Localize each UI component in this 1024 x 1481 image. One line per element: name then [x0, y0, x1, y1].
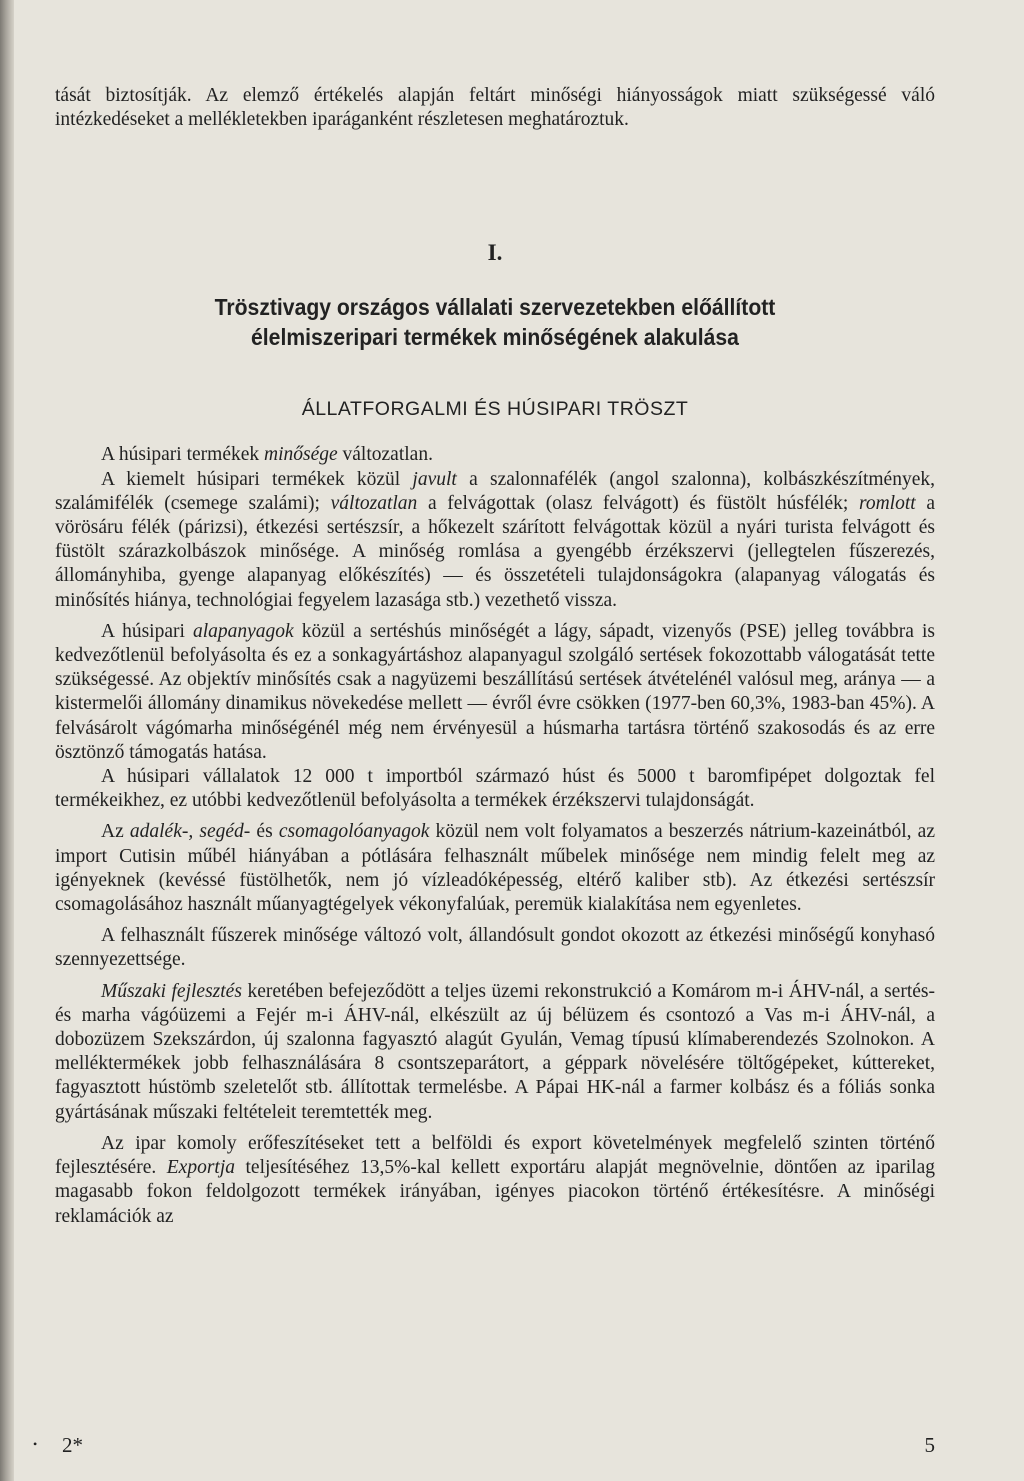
text-run: A húsipari [101, 620, 193, 642]
paragraph-8 [55, 1132, 935, 1229]
signature-mark: 2* [62, 1433, 83, 1457]
emphasis: csomagolóanyagok [278, 821, 430, 843]
section-title-line-1: Trösztivagy országos vállalati szervezetekben előállított [214, 294, 776, 321]
intro-paragraph: tását biztosítják. Az elemző értékelés alapján feltárt minőségi hiányosságok miatt szükségessé váló intézkedéseket a mellékletekben iparáganként részletesen meghatároztuk. [55, 85, 935, 131]
text-run: teljesítéséhez 13,5%-kal kellett exportáru alapját megnövelnie, döntően az iparilag magasabb fokon feldolgozott termékek irányában, igényes piacokon történő értékesítésre. A minőségi reklamációk az [55, 1157, 935, 1227]
text-run: változatlan. [337, 444, 433, 466]
section-number: I. [487, 240, 503, 266]
text-run: a szalonnafélék (angol szalonna), kolbászkészítmények, szalámifélék (csemege szalámi); [55, 468, 935, 514]
text-run: közül nem volt folyamatos a beszerzés nátrium-kazeinátból, az import Cutisin műbél hiányában a pótlására felhasznált műbelek minősége nem mindig felelt meg az igényeknek (kevéssé füstölhetők, nem jó vízleadóképesség, eltérő kaliber stb). Az étkezési sertészsír csomagolásához használt műanyagtégelyek vékonyfalúak, peremük kialakítása nem egyenletes. [55, 821, 935, 916]
text-run: A húsipari termékek [101, 444, 264, 466]
emphasis: javult [412, 468, 457, 490]
bullet-mark: • [33, 1437, 38, 1451]
text-run: és [250, 821, 279, 843]
paragraph-3 [55, 620, 935, 765]
emphasis: romlott [858, 492, 916, 514]
paragraph-5 [55, 820, 935, 917]
text-run: Az ipar komoly erőfeszítéseket tett a belföldi és export követelmények megfelelő szinten történő fejlesztésére. [55, 1132, 935, 1179]
text-run: A kiemelt húsipari termékek közül [101, 468, 413, 490]
text-run: közül a sertéshús minőségét a lágy, sápadt, vizenyős (PSE) jelleg továbbra is kedvezőtlenül befolyásolta és ez a sonkagyártáshoz alapanyagul szolgáló sertések fokozottabb válogatását tette szükségessé. Az objektív minősítés csak a nagyüzemi beszállítású sertések átvételénél valósul meg, aránya — a kistermelői állomány dinamikus növekedése mellett — évről évre csökken (1977-ben 60,3%, 1983-ban 45%). A felvásárolt vágómarha minőségénél még nem érvényesül a húsmarha tartásra történő szakosodás és az erre ösztönző támogatás hatása. [55, 620, 935, 763]
paragraph-6: A felhasznált fűszerek minősége változó volt, állandósult gondot okozott az étkezési minőségű konyhasó szennyezettsége. [55, 925, 935, 971]
section-subtitle: ÁLLATFORGALMI ÉS HÚSIPARI TRÖSZT [301, 398, 689, 421]
paragraph-4: A húsipari vállalatok 12 000 t importból származó húst és 5000 t baromfipépet dolgoztak fel termékeikhez, ez utóbbi kedvezőtlenül befolyásolta a termékek érzékszervi tulajdonságát. [55, 766, 935, 812]
text-run: Az [101, 821, 130, 843]
text-run: a vörösáru félék (párizsi), étkezési sertészsír, a hőkezelt szárított felvágottak közül a nyári turista felvágott és füstölt szárazkolbászok minősége. A minőség romlása a gyengébb érzékszervi (jellegtelen fűszerezés, állományhiba, gyenge alapanyag előkészítés) — és összetételi tulajdonságokra (alapanyag válogatás és minősítés hiánya, technológiai fegyelem lazasága stb.) vezethető vissza. [55, 492, 935, 611]
text-run: keretében befejeződött a teljes üzemi rekonstrukció a Komárom m-i ÁHV-nál, a sertés- és marha vágóüzemi a Fejér m-i ÁHV-nál, elkészült az új bélüzem és csontozó a Vas m-i ÁHV-nál, a dobozüzem Szekszárdon, új szalonna fagyasztó alagút Gyulán, Vemag típusú klímaberendezés Szolnokon. A melléktermékek jobb felhasználására 8 csontszeparátort, a géppark növelésére töltőgépeket, kúttereket, fagyasztott hústömb szeletelőt stb. állítottak termelésbe. A Pápai HK-nál a farmer kolbász és a fóliás sonka gyártásának műszaki feltételeit teremtették meg. [55, 980, 935, 1123]
paragraph-7 [55, 980, 935, 1125]
emphasis: minősége [264, 444, 338, 466]
page-body [55, 84, 935, 1229]
emphasis: adalék-, segéd- [129, 821, 251, 843]
text-run: a felvágottak (olasz felvágott) és füstölt húsfélék; [417, 492, 859, 514]
paragraph-2 [55, 468, 935, 613]
binding-edge [0, 0, 14, 1481]
section-title-line-2: élelmiszeripari termékek minőségének alakulása [251, 324, 739, 351]
paragraph-1 [55, 443, 935, 467]
emphasis: Exportja [166, 1157, 235, 1179]
emphasis: alapanyagok [192, 620, 294, 642]
section-title [99, 292, 891, 352]
emphasis: Műszaki fejlesztés [101, 980, 242, 1002]
emphasis: változatlan [330, 492, 418, 514]
page-number: 5 [924, 1433, 935, 1457]
